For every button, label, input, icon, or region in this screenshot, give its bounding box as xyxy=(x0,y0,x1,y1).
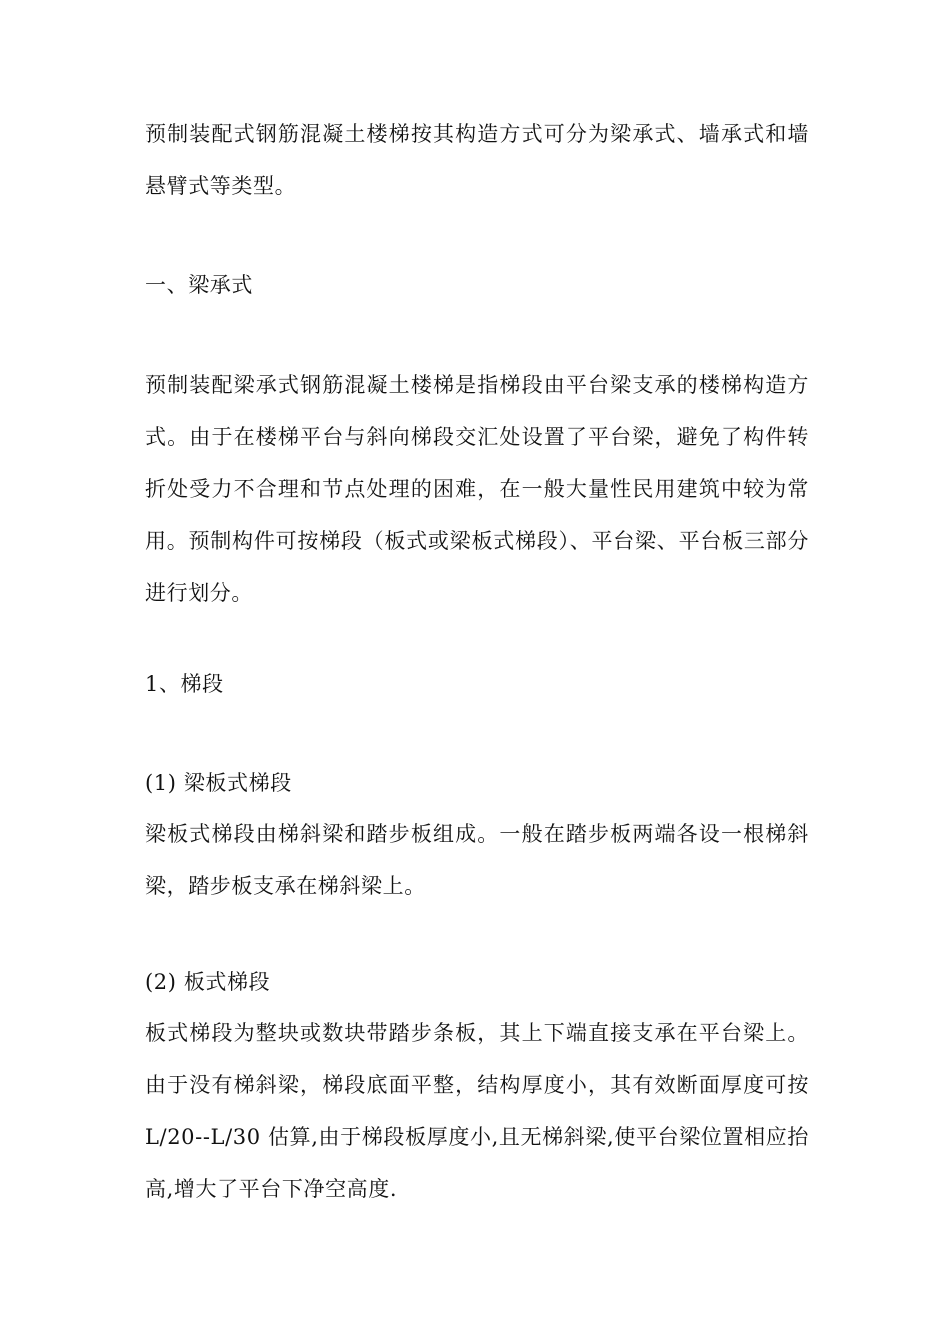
section-paragraph-beam-supported: 预制装配梁承式钢筋混凝土楼梯是指梯段由平台梁支承的楼梯构造方式。由于在楼梯平台与斜向梯段交汇处设置了平台梁，避免了构件转折处受力不合理和节点处理的困难，在一般大量性民用建筑中较为常用。预制构件可按梯段（板式或梁板式梯段）、平台梁、平台板三部分进行划分。 xyxy=(145,373,809,605)
subsection-heading-stair-flight: 1、梯段 xyxy=(145,672,224,696)
section-heading-beam-supported: 一、梁承式 xyxy=(145,273,253,297)
intro-paragraph: 预制装配式钢筋混凝土楼梯按其构造方式可分为梁承式、墙承式和墙悬臂式等类型。 xyxy=(145,122,809,198)
item-paragraph-beam-slab-flight: 梁板式梯段由梯斜梁和踏步板组成。一般在踏步板两端各设一根梯斜梁，踏步板支承在梯斜梁上。 xyxy=(145,822,809,898)
item-paragraph-slab-flight: 板式梯段为整块或数块带踏步条板，其上下端直接支承在平台梁上。由于没有梯斜梁，梯段底面平整，结构厚度小，其有效断面厚度可按L/20--L/30 估算,由于梯段板厚度小,且无梯斜梁,使平台梁位置相应抬高,增大了平台下净空高度. xyxy=(145,1021,809,1201)
item-heading-beam-slab-flight: (1) 梁板式梯段 xyxy=(145,771,292,795)
item-heading-slab-flight: (2) 板式梯段 xyxy=(145,970,271,994)
